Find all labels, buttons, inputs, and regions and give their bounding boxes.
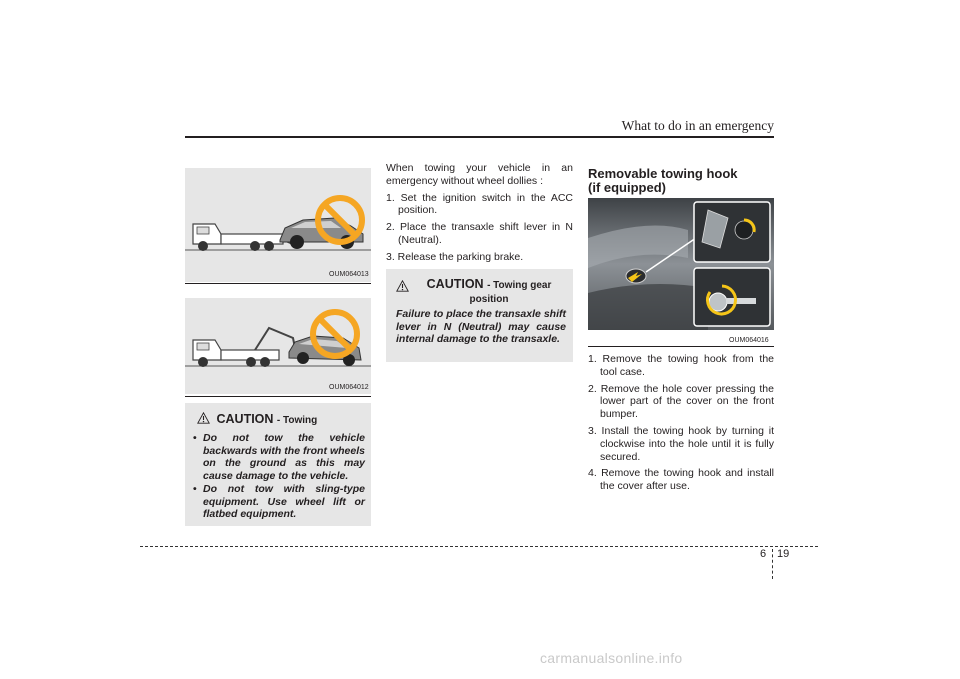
towing-step: 1. Set the ignition switch in the ACC position.	[386, 191, 573, 217]
warning-triangle-icon	[197, 412, 210, 424]
towing-steps	[386, 192, 573, 264]
figure-code-tow-hook: OUM064016	[729, 337, 769, 344]
page-separator	[772, 549, 773, 579]
caution-towing-list	[189, 432, 365, 521]
towing-hook-step: 3. Install the towing hook by turning it clockwise into the hole until it is fully secured.	[588, 424, 774, 463]
caution-gear-title: CAUTION	[426, 277, 484, 291]
footer-rule	[140, 546, 818, 547]
figure-wheel-lift-tow	[185, 298, 371, 394]
figure-code-wheel-lift: OUM064012	[329, 384, 369, 391]
figure-divider	[185, 283, 371, 284]
caution-towing-subtitle: - Towing	[276, 415, 318, 426]
towing-hook-heading	[588, 167, 774, 195]
towing-hook-step: 4. Remove the towing hook and install the cover after use.	[588, 467, 774, 493]
towing-intro: When towing your vehicle in an emergency without wheel dollies :	[386, 162, 573, 187]
towing-procedure	[386, 162, 573, 268]
caution-gear-box	[386, 269, 573, 362]
figure-divider	[588, 346, 774, 347]
caution-gear-text: Failure to place the transaxle shift lever in N (Neutral) may cause internal damage to the transaxle.	[396, 308, 566, 345]
figure-code-flatbed: OUM064013	[329, 271, 369, 278]
caution-towing-title: CAUTION	[216, 412, 274, 426]
towing-hook-steps	[588, 353, 774, 497]
section-title: What to do in an emergency	[621, 118, 774, 133]
warning-triangle-icon	[396, 280, 409, 292]
flatbed-tow-illustration	[185, 168, 371, 282]
caution-towing-item: • Do not tow with sling-type equipment. Use wheel lift or flatbed equipment.	[189, 483, 365, 521]
towing-step: 2. Place the transaxle shift lever in N (Neutral).	[386, 221, 573, 246]
towing-hook-title-1: Removable towing hook	[588, 166, 738, 181]
watermark: carmanualsonline.info	[540, 650, 683, 666]
caution-towing-item: • Do not tow the vehicle backwards with the front wheels on the ground as this may cause damage to the vehicle.	[189, 432, 365, 482]
figure-divider	[185, 396, 371, 397]
towing-hook-step: 2. Remove the hole cover pressing the lower part of the cover on the front bumper.	[588, 382, 774, 421]
page-number: 19	[777, 548, 790, 560]
figure-tow-hook	[588, 198, 774, 330]
caution-gear-subtitle: - Towing gear position	[469, 280, 552, 305]
wheel-lift-tow-illustration	[185, 298, 371, 394]
chapter-number: 6	[760, 548, 767, 560]
figure-flatbed-tow	[185, 168, 371, 282]
header-rule	[185, 136, 774, 138]
towing-hook-step: 1. Remove the towing hook from the tool case.	[588, 353, 774, 378]
towing-hook-title-2: (if equipped)	[588, 180, 666, 195]
tow-hook-illustration	[588, 198, 774, 330]
towing-step: 3. Release the parking brake.	[386, 250, 524, 263]
caution-towing-box	[185, 403, 371, 526]
caution-towing-heading	[197, 412, 367, 426]
